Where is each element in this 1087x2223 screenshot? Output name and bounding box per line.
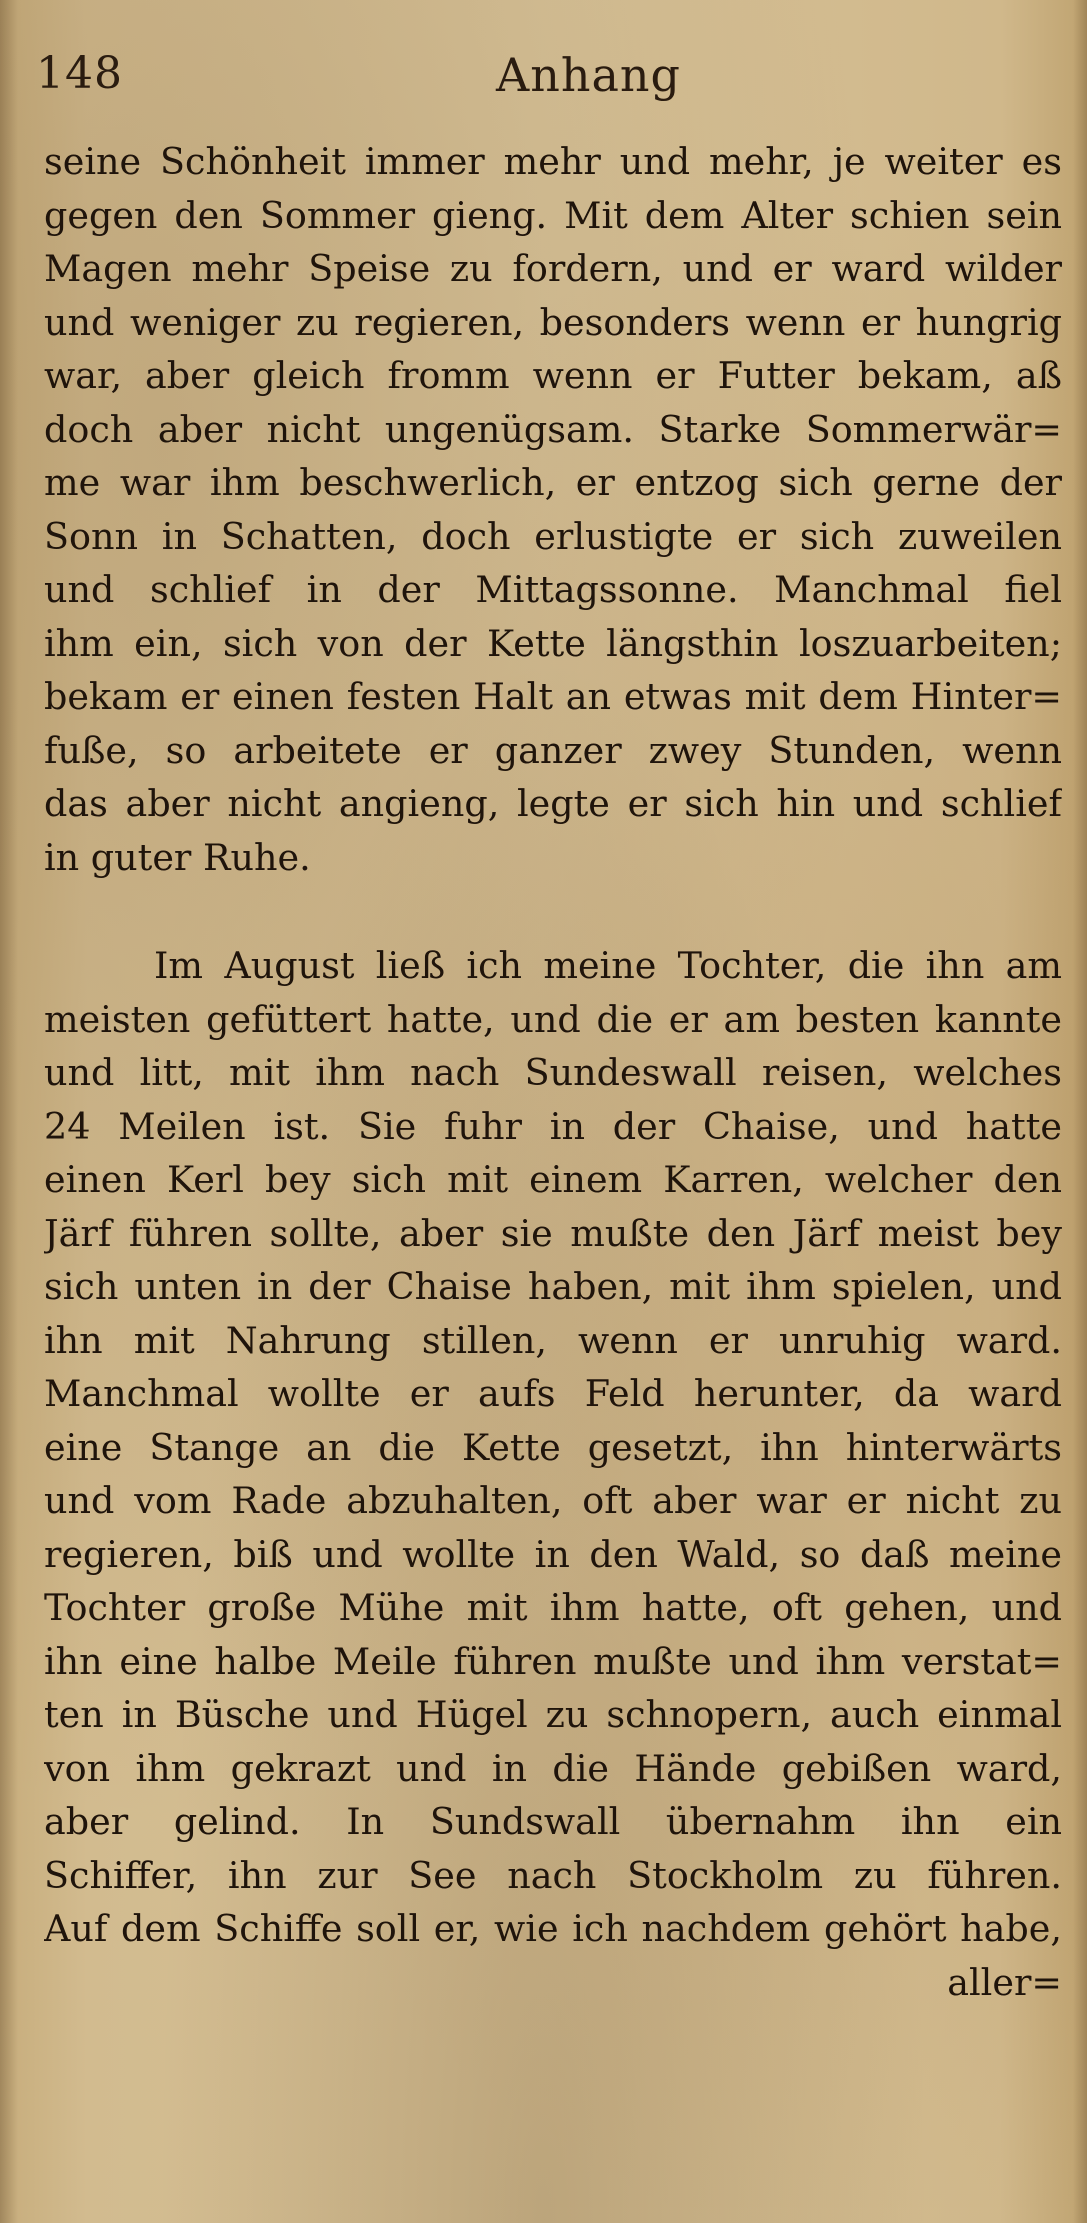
paragraph-1: [44, 135, 1062, 884]
text-line: regieren, biß und wollte in den Wald, so daß meine: [44, 1532, 1062, 1576]
text-line: war, aber gleich fromm wenn er Futter bekam, aß: [44, 354, 1062, 397]
running-head: Anhang: [496, 48, 681, 102]
text-line: und schlief in der Mittagssonne. Manchmal fiel: [44, 568, 1062, 611]
text-line: doch aber nicht ungenügsam. Starke Sommerwär=: [44, 407, 1062, 451]
text-line: Magen mehr Speise zu fordern, und er ward wilder: [44, 247, 1062, 290]
text-line: einen Kerl bey sich mit einem Karren, welcher den: [44, 1158, 1062, 1201]
paragraph-2: [44, 939, 1062, 1956]
text-line: Sonn in Schatten, doch erlustigte er sich zuweilen: [44, 514, 1062, 558]
text-line: Järf führen sollte, aber sie mußte den Järf meist bey: [44, 1211, 1062, 1255]
text-line: fuße, so arbeitete er ganzer zwey Stunden, wenn: [44, 728, 1062, 772]
catchword: aller=: [947, 1960, 1062, 2004]
text-line: meisten gefüttert hatte, und die er am besten kannte: [44, 997, 1062, 1041]
text-line: Tochter große Mühe mit ihm hatte, oft gehen, und: [44, 1586, 1062, 1629]
text-line: sich unten in der Chaise haben, mit ihm spielen, und: [44, 1265, 1062, 1308]
page-edge-shadow-left: [0, 0, 18, 2223]
text-line: Schiffer, ihn zur See nach Stockholm zu führen.: [44, 1853, 1062, 1897]
text-line: 24 Meilen ist. Sie fuhr in der Chaise, und hatte: [44, 1104, 1062, 1148]
text-line: und litt, mit ihm nach Sundeswall reisen, welches: [44, 1051, 1062, 1094]
text-line: in guter Ruhe.: [44, 835, 311, 879]
text-line: aber gelind. In Sundswall übernahm ihn ein: [44, 1800, 1062, 1843]
page-edge-shadow-right: [1073, 0, 1087, 2223]
page-header: [36, 48, 1056, 118]
text-line: von ihm gekrazt und in die Hände gebißen ward,: [44, 1746, 1062, 1790]
body-text: [44, 135, 1062, 2009]
text-line: ihm ein, sich von der Kette längsthin loszuarbeiten;: [44, 621, 1062, 665]
text-line: ten in Büsche und Hügel zu schnopern, auch einmal: [44, 1693, 1062, 1736]
page-number: 148: [36, 48, 123, 99]
text-line: eine Stange an die Kette gesetzt, ihn hinterwärts: [44, 1425, 1062, 1469]
text-line: Auf dem Schiffe soll er, wie ich nachdem gehört habe,: [44, 1907, 1062, 1950]
text-line: ihn eine halbe Meile führen mußte und ihm verstat=: [44, 1639, 1062, 1683]
text-line: ihn mit Nahrung stillen, wenn er unruhig ward.: [44, 1318, 1062, 1362]
text-line: bekam er einen festen Halt an etwas mit dem Hinter=: [44, 675, 1062, 718]
text-line: das aber nicht angieng, legte er sich hin und schlief: [44, 782, 1062, 825]
text-line: me war ihm beschwerlich, er entzog sich gerne der: [44, 461, 1062, 504]
text-line: Im August ließ ich meine Tochter, die ihn am: [154, 944, 1062, 987]
text-line: Manchmal wollte er aufs Feld herunter, da ward: [44, 1372, 1062, 1415]
text-line: und vom Rade abzuhalten, oft aber war er nicht zu: [44, 1479, 1062, 1522]
text-line: seine Schönheit immer mehr und mehr, je weiter es: [44, 140, 1062, 183]
text-line: und weniger zu regieren, besonders wenn er hungrig: [44, 300, 1062, 344]
text-line: gegen den Sommer gieng. Mit dem Alter schien sein: [44, 193, 1062, 237]
